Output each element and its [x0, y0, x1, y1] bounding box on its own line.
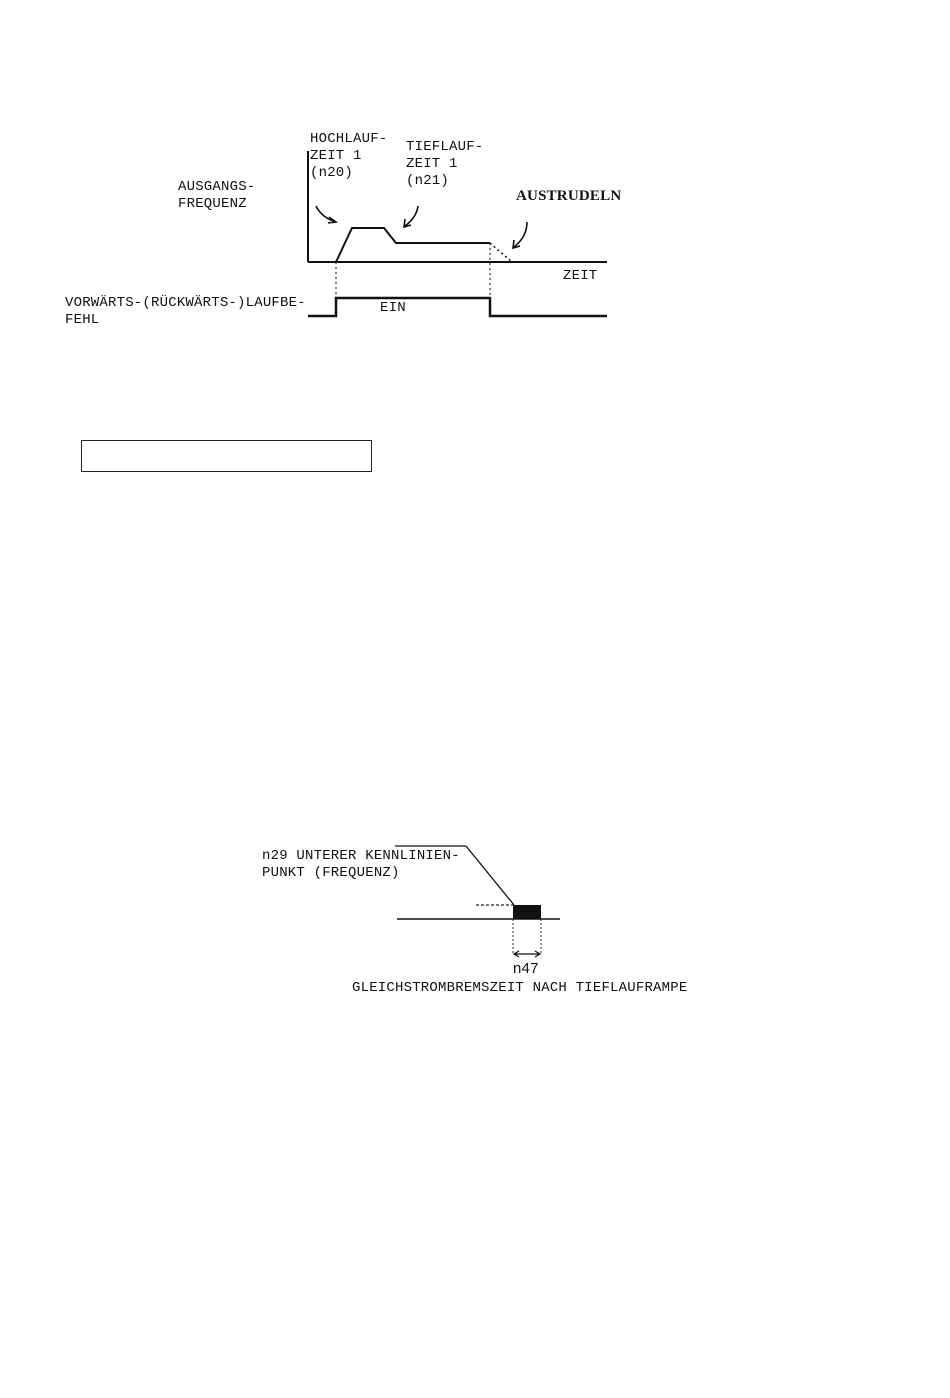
lower-point-label: n29 UNTERER KENNLINIEN- PUNKT (FREQUENZ) — [262, 848, 460, 881]
run-command-label: VORWÄRTS-(RÜCKWÄRTS-)LAUFBE- FEHL — [65, 295, 306, 328]
coasting-label: AUSTRUDELN — [516, 188, 622, 204]
decel-ramp-line — [466, 846, 514, 905]
dc-braking-caption: GLEICHSTROMBREMSZEIT NACH TIEFLAUFRAMPE — [352, 980, 688, 996]
on-signal-label: EIN — [380, 300, 406, 316]
dc-braking-block — [513, 905, 541, 919]
param-n47-label: n47 — [513, 960, 539, 977]
output-frequency-label: AUSGANGS- FREQUENZ — [178, 179, 256, 212]
time-label: ZEIT — [563, 268, 598, 284]
decel-time-label: TIEFLAUF- ZEIT 1 (n21) — [406, 139, 484, 189]
accel-time-label: HOCHLAUF- ZEIT 1 (n20) — [310, 131, 388, 181]
